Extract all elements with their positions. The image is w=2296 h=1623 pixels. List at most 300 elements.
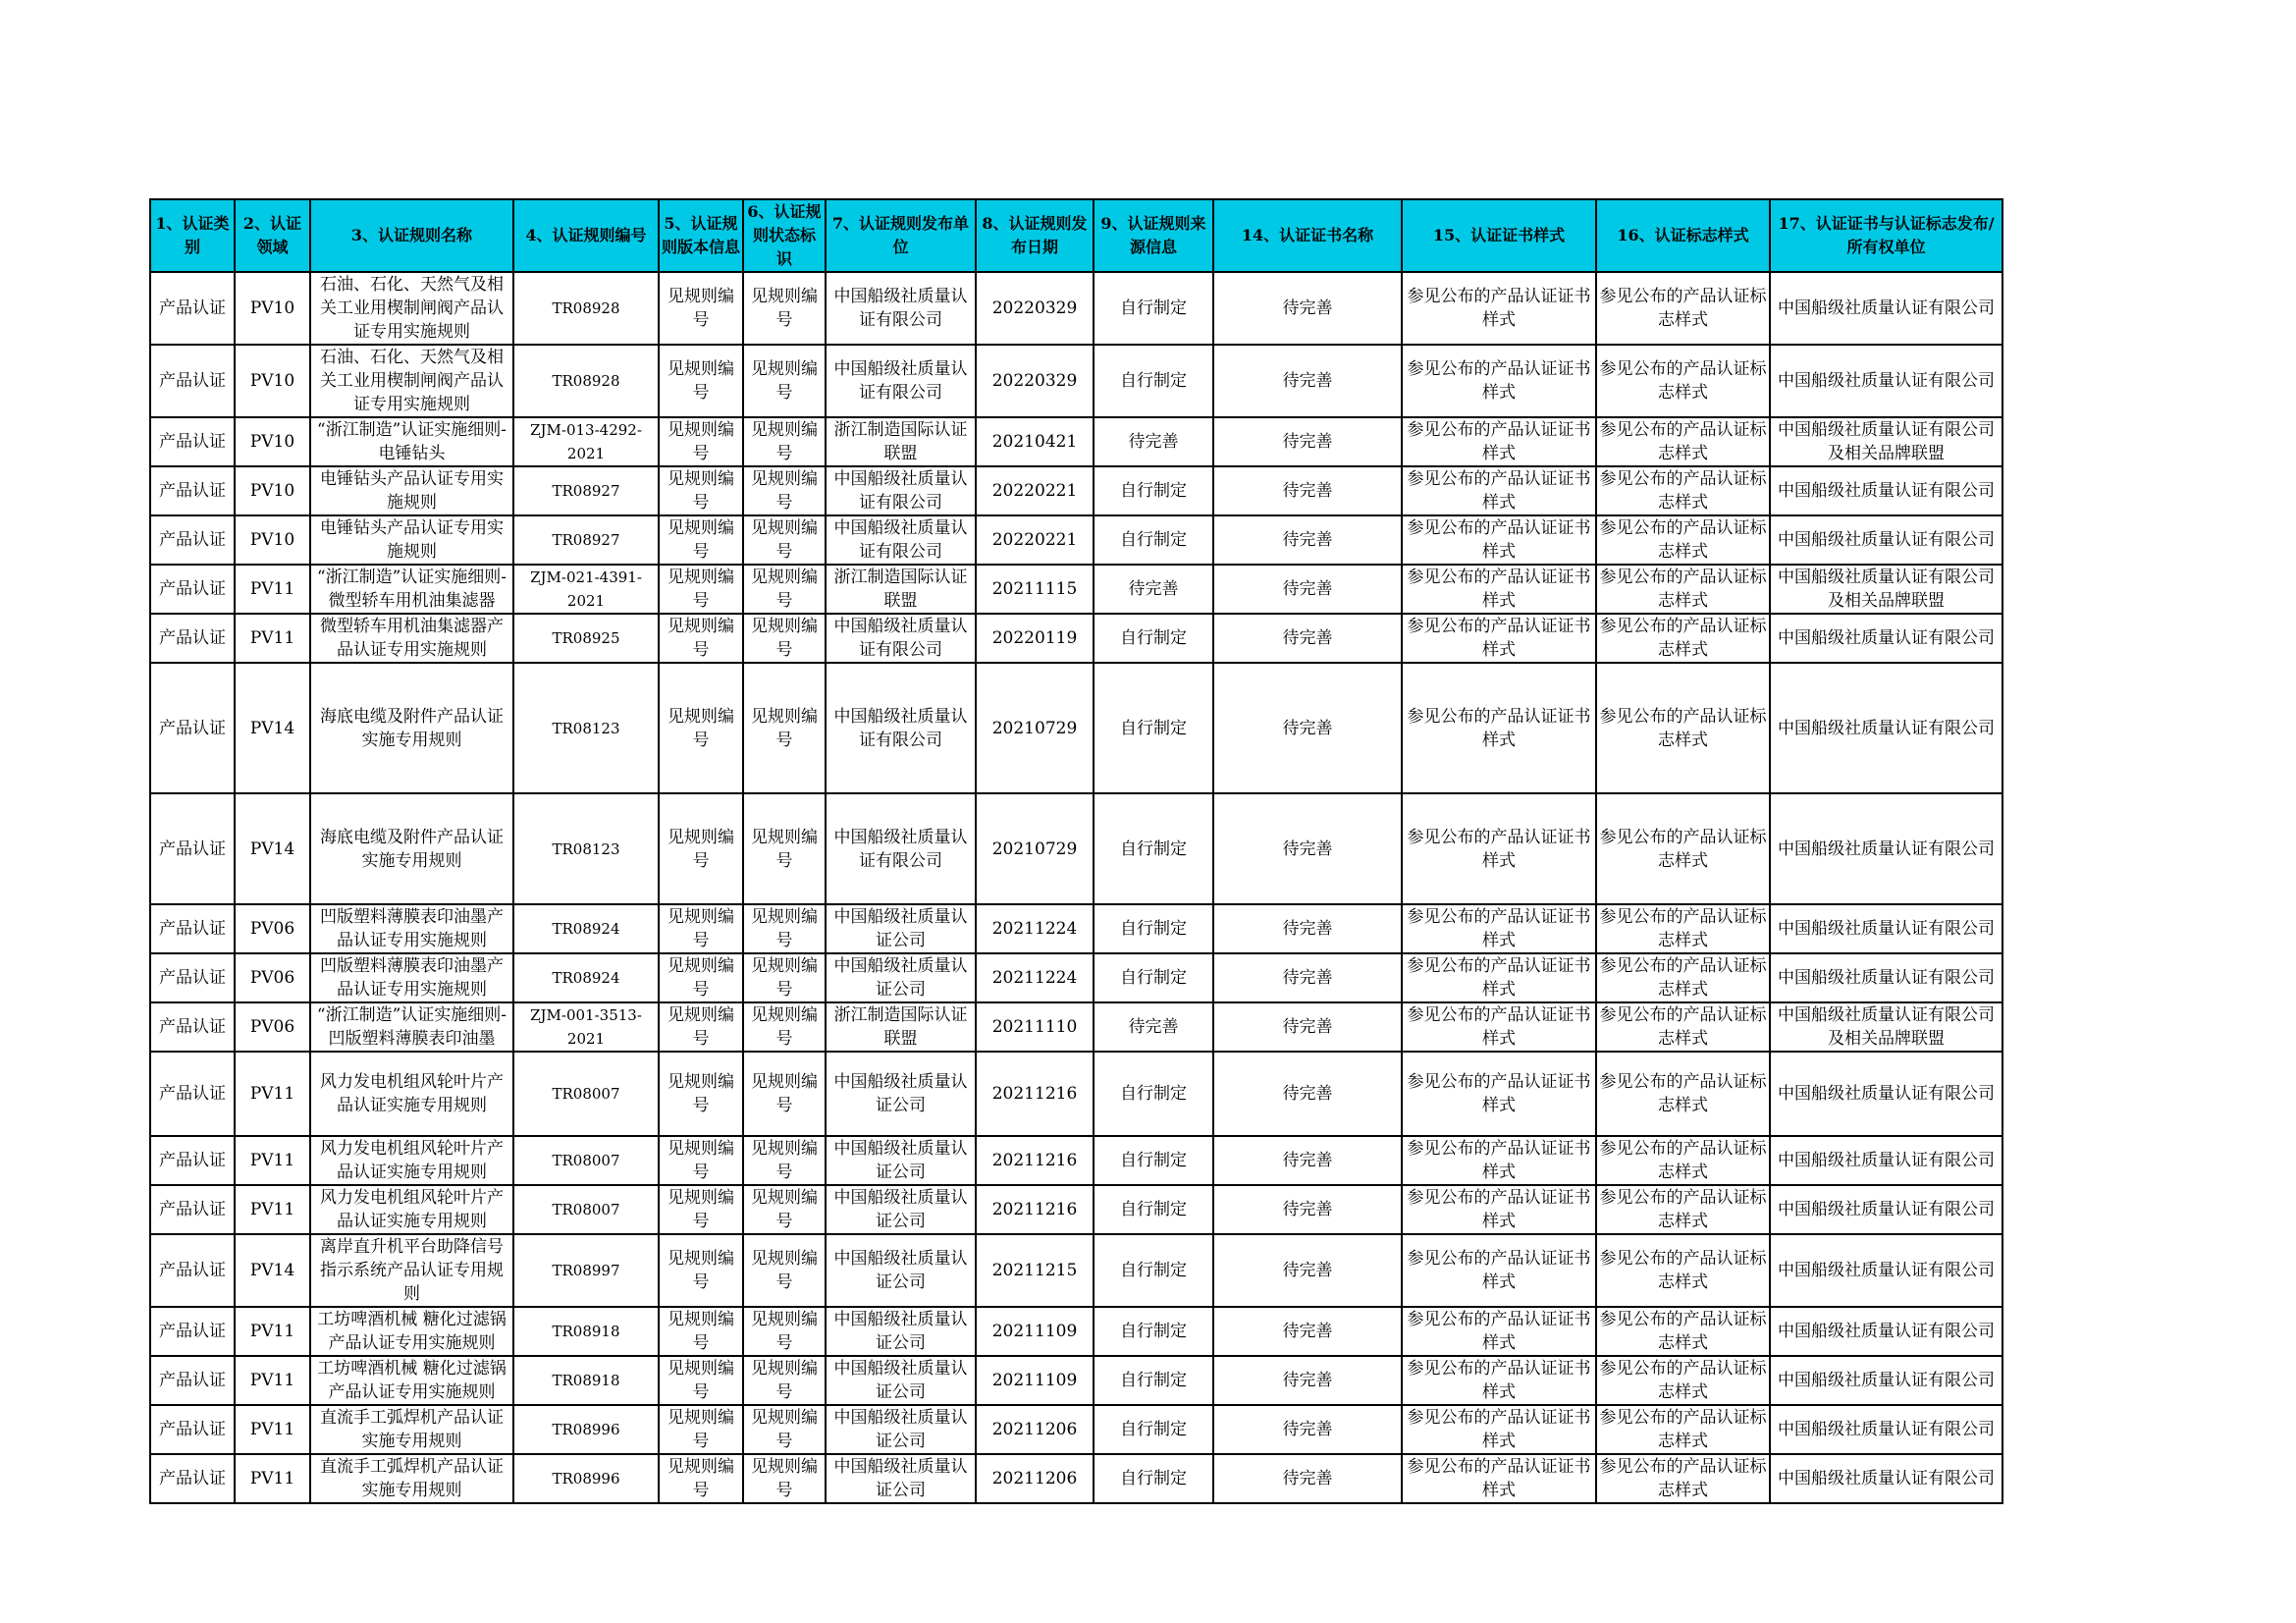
cell-owner <box>1770 1052 2002 1136</box>
cell-text: 中国船级社质量认证有限公司 <box>833 287 968 330</box>
certification-rules-table <box>149 198 2003 1504</box>
cell-text: 中国船级社质量认证有限公司 <box>1778 1200 1995 1219</box>
cell-source <box>1094 515 1213 565</box>
cell-text: 20220329 <box>991 371 1078 391</box>
cell-text: 参见公布的产品认证标志样式 <box>1599 617 1767 660</box>
cell-owner <box>1770 1356 2002 1405</box>
cell-version <box>659 614 743 663</box>
cell-text: 20211115 <box>991 579 1078 599</box>
cell-text: 待完善 <box>1282 1200 1333 1219</box>
cell-cert-name <box>1213 1185 1402 1234</box>
cell-text: 中国船级社质量认证有限公司 <box>1778 1261 1995 1280</box>
cell-publisher <box>826 1405 976 1454</box>
cell-text: 浙江制造国际认证联盟 <box>833 420 968 463</box>
cell-text: PV11 <box>249 1469 295 1488</box>
cell-field <box>235 1454 310 1503</box>
cell-cert-name <box>1213 1356 1402 1405</box>
cell-rule-name <box>310 565 513 614</box>
cell-text: 参见公布的产品认证证书样式 <box>1407 956 1591 1000</box>
cell-text: 自行制定 <box>1120 839 1187 859</box>
cell-text: 待完善 <box>1282 432 1333 452</box>
cell-text: 见规则编号 <box>751 1457 818 1500</box>
cell-source <box>1094 953 1213 1002</box>
cell-rule-name <box>310 1136 513 1185</box>
cell-text: ZJM-001-3513-2021 <box>530 1006 642 1048</box>
cell-text: 中国船级社质量认证有限公司 <box>833 617 968 660</box>
table-row <box>150 345 2002 417</box>
cell-mark-style <box>1596 953 1770 1002</box>
table-row <box>150 417 2002 466</box>
cell-cert-style <box>1402 565 1596 614</box>
cell-rule-number <box>513 793 659 904</box>
cell-publisher <box>826 515 976 565</box>
cell-field <box>235 1405 310 1454</box>
cell-cert-style <box>1402 1234 1596 1307</box>
cell-text: 自行制定 <box>1120 628 1187 648</box>
cell-text: 中国船级社质量认证有限公司 <box>1778 1420 1995 1439</box>
cell-rule-name <box>310 793 513 904</box>
cell-field <box>235 663 310 793</box>
cell-text: 见规则编号 <box>667 1188 734 1231</box>
cell-text: 海底电缆及附件产品认证实施专用规则 <box>320 827 504 871</box>
cell-text: PV11 <box>249 628 295 648</box>
cell-publisher <box>826 793 976 904</box>
cell-mark-style <box>1596 272 1770 345</box>
cell-status <box>743 1185 826 1234</box>
cell-source <box>1094 272 1213 345</box>
cell-text: PV14 <box>249 839 295 859</box>
col-header-version: 5、认证规则版本信息 <box>659 199 743 272</box>
cell-rule-number <box>513 345 659 417</box>
cell-text: 中国船级社质量认证有限公司 <box>833 706 968 750</box>
cell-publish-date <box>976 614 1094 663</box>
cell-field <box>235 1185 310 1234</box>
cell-rule-name <box>310 1052 513 1136</box>
cell-text: 参见公布的产品认证标志样式 <box>1599 1249 1767 1292</box>
cell-text: 中国船级社质量认证有限公司 <box>1778 1084 1995 1104</box>
cell-text: 电锤钻头产品认证专用实施规则 <box>320 518 504 562</box>
cell-version <box>659 417 743 466</box>
cell-field <box>235 1307 310 1356</box>
cell-owner <box>1770 904 2002 953</box>
cell-text: 中国船级社质量认证有限公司 <box>1778 1322 1995 1341</box>
cell-text: 见规则编号 <box>667 617 734 660</box>
cell-text: TR08997 <box>552 1262 620 1279</box>
cell-text: 待完善 <box>1282 1084 1333 1104</box>
cell-text: 待完善 <box>1282 718 1333 738</box>
cell-text: 凹版塑料薄膜表印油墨产品认证专用实施规则 <box>320 956 504 1000</box>
cell-mark-style <box>1596 1356 1770 1405</box>
cell-text: 中国船级社质量认证有限公司 <box>1778 298 1995 318</box>
cell-publish-date <box>976 1234 1094 1307</box>
table-row <box>150 1136 2002 1185</box>
cell-category <box>150 953 235 1002</box>
cell-mark-style <box>1596 515 1770 565</box>
cell-cert-style <box>1402 614 1596 663</box>
cell-text: 微型轿车用机油集滤器产品认证专用实施规则 <box>320 617 504 660</box>
cell-category <box>150 1185 235 1234</box>
cell-publish-date <box>976 1136 1094 1185</box>
cell-source <box>1094 793 1213 904</box>
cell-status <box>743 1002 826 1052</box>
cell-publish-date <box>976 345 1094 417</box>
cell-rule-number <box>513 515 659 565</box>
cell-text: 参见公布的产品认证证书样式 <box>1407 706 1591 750</box>
cell-version <box>659 1356 743 1405</box>
cell-cert-style <box>1402 663 1596 793</box>
cell-owner <box>1770 466 2002 515</box>
cell-text: TR08924 <box>552 969 620 987</box>
cell-text: 参见公布的产品认证标志样式 <box>1599 359 1767 403</box>
cell-text: 产品认证 <box>159 628 226 648</box>
col-header-mark-style: 16、认证标志样式 <box>1596 199 1770 272</box>
cell-text: TR08007 <box>552 1201 620 1218</box>
cell-text: 20211216 <box>991 1084 1078 1104</box>
cell-rule-name <box>310 272 513 345</box>
cell-field <box>235 466 310 515</box>
cell-text: 自行制定 <box>1120 1261 1187 1280</box>
cell-publisher <box>826 1185 976 1234</box>
cell-text: 待完善 <box>1282 968 1333 988</box>
cell-owner <box>1770 1002 2002 1052</box>
cell-text: 产品认证 <box>159 579 226 599</box>
cell-cert-style <box>1402 515 1596 565</box>
cell-text: 见规则编号 <box>667 907 734 950</box>
cell-cert-style <box>1402 1052 1596 1136</box>
cell-category <box>150 272 235 345</box>
col-header-publish-date: 8、认证规则发布日期 <box>976 199 1094 272</box>
table-row <box>150 1405 2002 1454</box>
cell-field <box>235 614 310 663</box>
cell-text: 自行制定 <box>1120 718 1187 738</box>
cell-owner <box>1770 793 2002 904</box>
cell-owner <box>1770 1234 2002 1307</box>
cell-text: 中国船级社质量认证有限公司 <box>1778 628 1995 648</box>
cell-publisher <box>826 272 976 345</box>
cell-rule-name <box>310 466 513 515</box>
cell-text: 20211109 <box>991 1322 1078 1341</box>
cell-text: 参见公布的产品认证证书样式 <box>1407 1188 1591 1231</box>
cell-text: 参见公布的产品认证证书样式 <box>1407 1457 1591 1500</box>
cell-category <box>150 663 235 793</box>
cell-text: 见规则编号 <box>667 1005 734 1049</box>
cell-text: 自行制定 <box>1120 1322 1187 1341</box>
col-header-rule-name: 3、认证规则名称 <box>310 199 513 272</box>
cell-mark-style <box>1596 1052 1770 1136</box>
cell-source <box>1094 1405 1213 1454</box>
cell-text: 产品认证 <box>159 919 226 939</box>
cell-text: 见规则编号 <box>751 1249 818 1292</box>
cell-version <box>659 953 743 1002</box>
cell-text: 待完善 <box>1282 1371 1333 1390</box>
cell-text: 中国船级社质量认证有限公司 <box>1778 481 1995 501</box>
cell-text: 见规则编号 <box>667 1139 734 1182</box>
cell-text: ZJM-013-4292-2021 <box>530 421 642 462</box>
cell-text: 参见公布的产品认证标志样式 <box>1599 420 1767 463</box>
cell-text: TR08007 <box>552 1085 620 1103</box>
cell-text: 待完善 <box>1282 1469 1333 1488</box>
cell-rule-number <box>513 417 659 466</box>
cell-text: 参见公布的产品认证证书样式 <box>1407 568 1591 611</box>
cell-text: 20211109 <box>991 1371 1078 1390</box>
cell-rule-name <box>310 515 513 565</box>
cell-text: 待完善 <box>1282 919 1333 939</box>
cell-text: 参见公布的产品认证标志样式 <box>1599 706 1767 750</box>
cell-text: 自行制定 <box>1120 1420 1187 1439</box>
cell-text: 自行制定 <box>1120 968 1187 988</box>
cell-text: 海底电缆及附件产品认证实施专用规则 <box>320 706 504 750</box>
cell-cert-style <box>1402 272 1596 345</box>
cell-text: 产品认证 <box>159 1420 226 1439</box>
cell-text: 中国船级社质量认证公司 <box>833 1359 968 1402</box>
cell-field <box>235 1002 310 1052</box>
cell-category <box>150 515 235 565</box>
cell-mark-style <box>1596 345 1770 417</box>
cell-text: 中国船级社质量认证公司 <box>833 1139 968 1182</box>
cell-text: PV11 <box>249 1200 295 1219</box>
cell-category <box>150 1405 235 1454</box>
cell-text: 见规则编号 <box>667 956 734 1000</box>
cell-text: 参见公布的产品认证标志样式 <box>1599 518 1767 562</box>
cell-text: 电锤钻头产品认证专用实施规则 <box>320 469 504 513</box>
cell-text: PV06 <box>249 1017 295 1037</box>
cell-text: 凹版塑料薄膜表印油墨产品认证专用实施规则 <box>320 907 504 950</box>
cell-text: 参见公布的产品认证标志样式 <box>1599 1408 1767 1451</box>
cell-publisher <box>826 466 976 515</box>
cell-text: 产品认证 <box>159 1469 226 1488</box>
cell-text: 中国船级社质量认证有限公司及相关品牌联盟 <box>1778 568 1995 611</box>
cell-version <box>659 466 743 515</box>
cell-text: 中国船级社质量认证有限公司 <box>1778 371 1995 391</box>
cell-field <box>235 1052 310 1136</box>
cell-cert-name <box>1213 953 1402 1002</box>
cell-text: 直流手工弧焊机产品认证实施专用规则 <box>320 1457 504 1500</box>
cell-text: 参见公布的产品认证标志样式 <box>1599 1310 1767 1353</box>
cell-text: 见规则编号 <box>751 1005 818 1049</box>
cell-category <box>150 565 235 614</box>
cell-version <box>659 345 743 417</box>
cell-rule-number <box>513 1052 659 1136</box>
cell-rule-name <box>310 904 513 953</box>
cell-text: TR08924 <box>552 920 620 938</box>
cell-text: PV14 <box>249 1261 295 1280</box>
cell-text: 见规则编号 <box>751 359 818 403</box>
cell-mark-style <box>1596 1002 1770 1052</box>
cell-mark-style <box>1596 793 1770 904</box>
cell-text: 见规则编号 <box>667 1457 734 1500</box>
cell-rule-number <box>513 1234 659 1307</box>
cell-text: 见规则编号 <box>667 359 734 403</box>
cell-text: “浙江制造”认证实施细则-凹版塑料薄膜表印油墨 <box>316 1005 507 1049</box>
cell-version <box>659 565 743 614</box>
cell-rule-number <box>513 1185 659 1234</box>
cell-mark-style <box>1596 466 1770 515</box>
cell-text: 待完善 <box>1282 1420 1333 1439</box>
cell-cert-name <box>1213 515 1402 565</box>
cell-field <box>235 272 310 345</box>
cell-text: TR08123 <box>552 719 620 737</box>
cell-owner <box>1770 417 2002 466</box>
cell-text: 参见公布的产品认证证书样式 <box>1407 420 1591 463</box>
cell-text: 中国船级社质量认证有限公司 <box>1778 919 1995 939</box>
cell-text: 见规则编号 <box>667 518 734 562</box>
cell-status <box>743 515 826 565</box>
cell-cert-style <box>1402 345 1596 417</box>
cell-text: 直流手工弧焊机产品认证实施专用规则 <box>320 1408 504 1451</box>
cell-text: 见规则编号 <box>667 1072 734 1115</box>
cell-text: 20211224 <box>991 968 1078 988</box>
cell-text: 产品认证 <box>159 1371 226 1390</box>
cell-publisher <box>826 345 976 417</box>
table-row <box>150 1234 2002 1307</box>
cell-text: 产品认证 <box>159 1151 226 1170</box>
cell-text: 参见公布的产品认证标志样式 <box>1599 1188 1767 1231</box>
cell-publisher <box>826 614 976 663</box>
cell-status <box>743 417 826 466</box>
cell-text: PV11 <box>249 1322 295 1341</box>
table-row <box>150 272 2002 345</box>
cell-status <box>743 1454 826 1503</box>
cell-category <box>150 1307 235 1356</box>
cell-text: 自行制定 <box>1120 371 1187 391</box>
col-header-cert-name: 14、认证证书名称 <box>1213 199 1402 272</box>
cell-text: 待完善 <box>1128 579 1179 599</box>
cell-version <box>659 515 743 565</box>
cell-cert-name <box>1213 1234 1402 1307</box>
cell-rule-number <box>513 1307 659 1356</box>
cell-owner <box>1770 345 2002 417</box>
cell-publish-date <box>976 1405 1094 1454</box>
cell-source <box>1094 1234 1213 1307</box>
cell-text: 自行制定 <box>1120 1200 1187 1219</box>
cell-text: 待完善 <box>1128 1017 1179 1037</box>
cell-text: 产品认证 <box>159 718 226 738</box>
cell-rule-number <box>513 1405 659 1454</box>
cell-text: 见规则编号 <box>667 420 734 463</box>
table-row <box>150 663 2002 793</box>
cell-text: 20220119 <box>991 628 1078 648</box>
col-header-owner: 17、认证证书与认证标志发布/所有权单位 <box>1770 199 2002 272</box>
cell-field <box>235 417 310 466</box>
cell-text: 20211110 <box>991 1017 1078 1037</box>
cell-status <box>743 614 826 663</box>
cell-text: TR08996 <box>552 1421 620 1438</box>
cell-publish-date <box>976 466 1094 515</box>
cell-text: 见规则编号 <box>667 1408 734 1451</box>
cell-text: PV10 <box>249 481 295 501</box>
col-header-rule-number: 4、认证规则编号 <box>513 199 659 272</box>
cell-status <box>743 272 826 345</box>
cell-text: 自行制定 <box>1120 1371 1187 1390</box>
cell-mark-style <box>1596 904 1770 953</box>
cell-category <box>150 466 235 515</box>
cell-text: 中国船级社质量认证有限公司 <box>1778 530 1995 550</box>
cell-text: 产品认证 <box>159 371 226 391</box>
header-row <box>150 199 2002 272</box>
cell-text: 参见公布的产品认证标志样式 <box>1599 469 1767 513</box>
cell-text: 见规则编号 <box>751 706 818 750</box>
cell-publisher <box>826 953 976 1002</box>
cell-text: 自行制定 <box>1120 1469 1187 1488</box>
cell-status <box>743 1405 826 1454</box>
cell-publisher <box>826 663 976 793</box>
cell-text: 中国船级社质量认证有限公司 <box>1778 1371 1995 1390</box>
cell-text: PV11 <box>249 579 295 599</box>
cell-text: 产品认证 <box>159 839 226 859</box>
cell-source <box>1094 345 1213 417</box>
cell-text: 中国船级社质量认证有限公司 <box>1778 1151 1995 1170</box>
cell-text: 20220221 <box>991 530 1078 550</box>
cell-publisher <box>826 904 976 953</box>
cell-text: 参见公布的产品认证标志样式 <box>1599 1359 1767 1402</box>
cell-cert-name <box>1213 345 1402 417</box>
cell-text: “浙江制造”认证实施细则-电锤钻头 <box>316 420 507 463</box>
table-row <box>150 515 2002 565</box>
cell-text: 自行制定 <box>1120 481 1187 501</box>
cell-text: 中国船级社质量认证有限公司 <box>833 359 968 403</box>
cell-status <box>743 1136 826 1185</box>
cell-status <box>743 793 826 904</box>
cell-rule-number <box>513 565 659 614</box>
cell-text: 待完善 <box>1282 628 1333 648</box>
cell-text: 见规则编号 <box>667 568 734 611</box>
cell-text: 20211224 <box>991 919 1078 939</box>
cell-source <box>1094 1307 1213 1356</box>
cell-status <box>743 663 826 793</box>
cell-text: TR08007 <box>552 1152 620 1169</box>
cell-cert-style <box>1402 793 1596 904</box>
cell-cert-name <box>1213 1136 1402 1185</box>
cell-rule-number <box>513 272 659 345</box>
cell-text: 见规则编号 <box>751 907 818 950</box>
cell-field <box>235 1136 310 1185</box>
cell-text: 见规则编号 <box>751 1139 818 1182</box>
cell-text: 见规则编号 <box>751 1408 818 1451</box>
cell-text: 见规则编号 <box>751 956 818 1000</box>
cell-publisher <box>826 1307 976 1356</box>
cell-text: PV06 <box>249 968 295 988</box>
cell-version <box>659 1307 743 1356</box>
cell-owner <box>1770 614 2002 663</box>
cell-text: 待完善 <box>1282 1322 1333 1341</box>
cell-text: 参见公布的产品认证证书样式 <box>1407 1359 1591 1402</box>
cell-text: 风力发电机组风轮叶片产品认证实施专用规则 <box>320 1072 504 1115</box>
col-header-publisher: 7、认证规则发布单位 <box>826 199 976 272</box>
cell-cert-style <box>1402 1185 1596 1234</box>
cell-text: 参见公布的产品认证标志样式 <box>1599 568 1767 611</box>
cell-text: PV11 <box>249 1420 295 1439</box>
cell-rule-name <box>310 1454 513 1503</box>
cell-text: 参见公布的产品认证证书样式 <box>1407 1249 1591 1292</box>
cell-publisher <box>826 1052 976 1136</box>
cell-text: 参见公布的产品认证证书样式 <box>1407 827 1591 871</box>
cell-text: 参见公布的产品认证证书样式 <box>1407 287 1591 330</box>
cell-mark-style <box>1596 1234 1770 1307</box>
cell-text: 中国船级社质量认证公司 <box>833 1408 968 1451</box>
cell-version <box>659 904 743 953</box>
cell-owner <box>1770 663 2002 793</box>
cell-owner <box>1770 1307 2002 1356</box>
cell-cert-style <box>1402 1356 1596 1405</box>
cell-cert-name <box>1213 417 1402 466</box>
cell-rule-number <box>513 663 659 793</box>
cell-source <box>1094 1185 1213 1234</box>
cell-publish-date <box>976 793 1094 904</box>
cell-text: 参见公布的产品认证证书样式 <box>1407 518 1591 562</box>
cell-source <box>1094 1454 1213 1503</box>
cell-text: 中国船级社质量认证有限公司 <box>833 827 968 871</box>
cell-text: 20211206 <box>991 1420 1078 1439</box>
